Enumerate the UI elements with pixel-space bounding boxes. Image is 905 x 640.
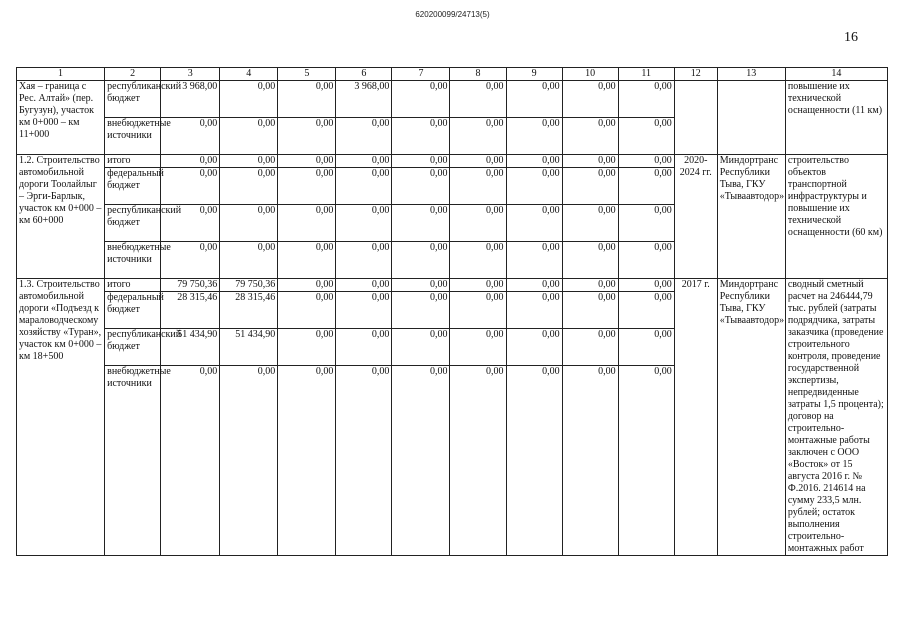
column-header: 2 [105,68,161,81]
funding-source: федеральный бюджет [105,292,161,329]
value-cell: 0,00 [392,292,450,329]
value-cell: 0,00 [220,155,278,168]
value-cell: 0,00 [450,155,506,168]
column-header: 1 [17,68,105,81]
value-cell: 0,00 [618,366,674,556]
funding-source: внебюджетные источники [105,366,161,556]
value-cell: 28 315,46 [220,292,278,329]
value-cell: 0,00 [506,81,562,118]
value-cell: 0,00 [336,118,392,155]
value-cell: 0,00 [450,279,506,292]
value-cell: 0,00 [506,329,562,366]
value-cell: 0,00 [220,81,278,118]
value-cell: 0,00 [450,168,506,205]
value-cell: 0,00 [161,205,220,242]
funding-source: итого [105,155,161,168]
value-cell: 0,00 [506,242,562,279]
value-cell: 0,00 [562,205,618,242]
value-cell: 0,00 [450,118,506,155]
funding-source: республиканский бюджет [105,205,161,242]
value-cell: 0,00 [618,205,674,242]
table-row [17,81,888,118]
value-cell: 0,00 [278,168,336,205]
column-header: 11 [618,68,674,81]
description: строительство объектов транспортной инфраструктуры и повышение их технической оснащенности (60 км) [785,155,887,279]
column-header: 12 [674,68,717,81]
value-cell: 0,00 [336,242,392,279]
value-cell: 0,00 [618,279,674,292]
funding-source: внебюджетные источники [105,242,161,279]
value-cell: 0,00 [336,329,392,366]
value-cell: 79 750,36 [220,279,278,292]
value-cell: 0,00 [220,168,278,205]
value-cell: 0,00 [278,366,336,556]
value-cell: 0,00 [392,118,450,155]
description: повышение их технической оснащенности (11 км) [785,81,887,155]
table-row [17,155,888,168]
budget-table [16,67,888,556]
value-cell: 0,00 [450,292,506,329]
value-cell: 0,00 [278,118,336,155]
funding-source: республиканский бюджет [105,329,161,366]
value-cell: 0,00 [506,292,562,329]
value-cell: 0,00 [506,118,562,155]
value-cell: 0,00 [336,366,392,556]
value-cell: 0,00 [392,168,450,205]
value-cell: 0,00 [161,242,220,279]
value-cell: 0,00 [336,168,392,205]
column-header: 8 [450,68,506,81]
value-cell: 0,00 [278,205,336,242]
value-cell: 0,00 [562,329,618,366]
column-header: 6 [336,68,392,81]
value-cell: 0,00 [562,155,618,168]
value-cell: 51 434,90 [220,329,278,366]
value-cell: 0,00 [618,242,674,279]
executor-cell: Миндортранс Республики Тыва, ГКУ «Тываавтодор» [717,279,785,556]
value-cell: 0,00 [618,329,674,366]
value-cell: 0,00 [450,205,506,242]
value-cell: 0,00 [618,118,674,155]
column-header: 3 [161,68,220,81]
value-cell: 0,00 [618,168,674,205]
executor-cell [717,81,785,155]
value-cell: 0,00 [392,205,450,242]
value-cell: 0,00 [562,168,618,205]
column-header: 5 [278,68,336,81]
value-cell: 3 968,00 [161,81,220,118]
funding-source: федеральный бюджет [105,168,161,205]
value-cell: 79 750,36 [161,279,220,292]
value-cell: 0,00 [506,168,562,205]
value-cell: 0,00 [278,242,336,279]
value-cell: 0,00 [562,279,618,292]
value-cell: 51 434,90 [161,329,220,366]
value-cell: 0,00 [161,118,220,155]
value-cell: 0,00 [336,155,392,168]
value-cell: 0,00 [220,366,278,556]
value-cell: 0,00 [562,366,618,556]
value-cell: 0,00 [562,81,618,118]
column-header: 9 [506,68,562,81]
column-header: 4 [220,68,278,81]
page-number: 16 [844,30,858,45]
table-row [17,279,888,292]
value-cell: 0,00 [161,366,220,556]
value-cell: 0,00 [450,329,506,366]
column-header: 14 [785,68,887,81]
value-cell: 0,00 [392,279,450,292]
value-cell: 0,00 [450,242,506,279]
document-id: 620200099/24713(5) [415,10,490,19]
executor-cell: Миндортранс Республики Тыва, ГКУ «Тываавтодор» [717,155,785,279]
value-cell: 0,00 [278,292,336,329]
object-name: 1.2. Строительство автомобильной дороги Тоолайлыг – Эрги-Барлык, участок км 0+000 – км 60+000 [17,155,105,279]
value-cell: 0,00 [450,366,506,556]
value-cell: 0,00 [562,292,618,329]
period-cell: 2020-2024 гг. [674,155,717,279]
value-cell: 0,00 [392,329,450,366]
value-cell: 0,00 [278,81,336,118]
value-cell: 0,00 [278,279,336,292]
value-cell: 0,00 [506,205,562,242]
value-cell: 0,00 [336,279,392,292]
funding-source: республиканский бюджет [105,81,161,118]
value-cell: 0,00 [506,366,562,556]
funding-source: итого [105,279,161,292]
value-cell: 3 968,00 [336,81,392,118]
value-cell: 0,00 [220,118,278,155]
value-cell: 28 315,46 [161,292,220,329]
value-cell: 0,00 [562,242,618,279]
column-number-row [17,68,888,81]
value-cell: 0,00 [278,329,336,366]
column-header: 13 [717,68,785,81]
column-header: 10 [562,68,618,81]
value-cell: 0,00 [618,81,674,118]
value-cell: 0,00 [278,155,336,168]
value-cell: 0,00 [392,81,450,118]
value-cell: 0,00 [336,292,392,329]
value-cell: 0,00 [336,205,392,242]
value-cell: 0,00 [220,205,278,242]
value-cell: 0,00 [392,366,450,556]
value-cell: 0,00 [392,242,450,279]
column-header: 7 [392,68,450,81]
funding-source: внебюджетные источники [105,118,161,155]
value-cell: 0,00 [618,155,674,168]
value-cell: 0,00 [392,155,450,168]
object-name: Хая – граница с Рес. Алтай» (пер. Бугузун), участок км 0+000 – км 11+000 [17,81,105,155]
object-name: 1.3. Строительство автомобильной дороги «Подъезд к мараловодческому хозяйству «Туран», участок км 0+000 – км 18+500 [17,279,105,556]
value-cell: 0,00 [220,242,278,279]
value-cell: 0,00 [562,118,618,155]
value-cell: 0,00 [506,155,562,168]
value-cell: 0,00 [450,81,506,118]
period-cell [674,81,717,155]
description: сводный сметный расчет на 246444,79 тыс. рублей (затраты подрядчика, затраты заказчика (проведение строительного контроля, проведение государственной экспертизы, непредвиденные затраты 1,5 процента); договор на строительно-монтажные работы заключен с ООО «Восток» от 15 августа 2016 г. № Ф.2016. 214614 на сумму 233,5 млн. рублей; остаток выполнения строительно-монтажных работ [785,279,887,556]
value-cell: 0,00 [161,168,220,205]
value-cell: 0,00 [161,155,220,168]
period-cell: 2017 г. [674,279,717,556]
value-cell: 0,00 [506,279,562,292]
value-cell: 0,00 [618,292,674,329]
